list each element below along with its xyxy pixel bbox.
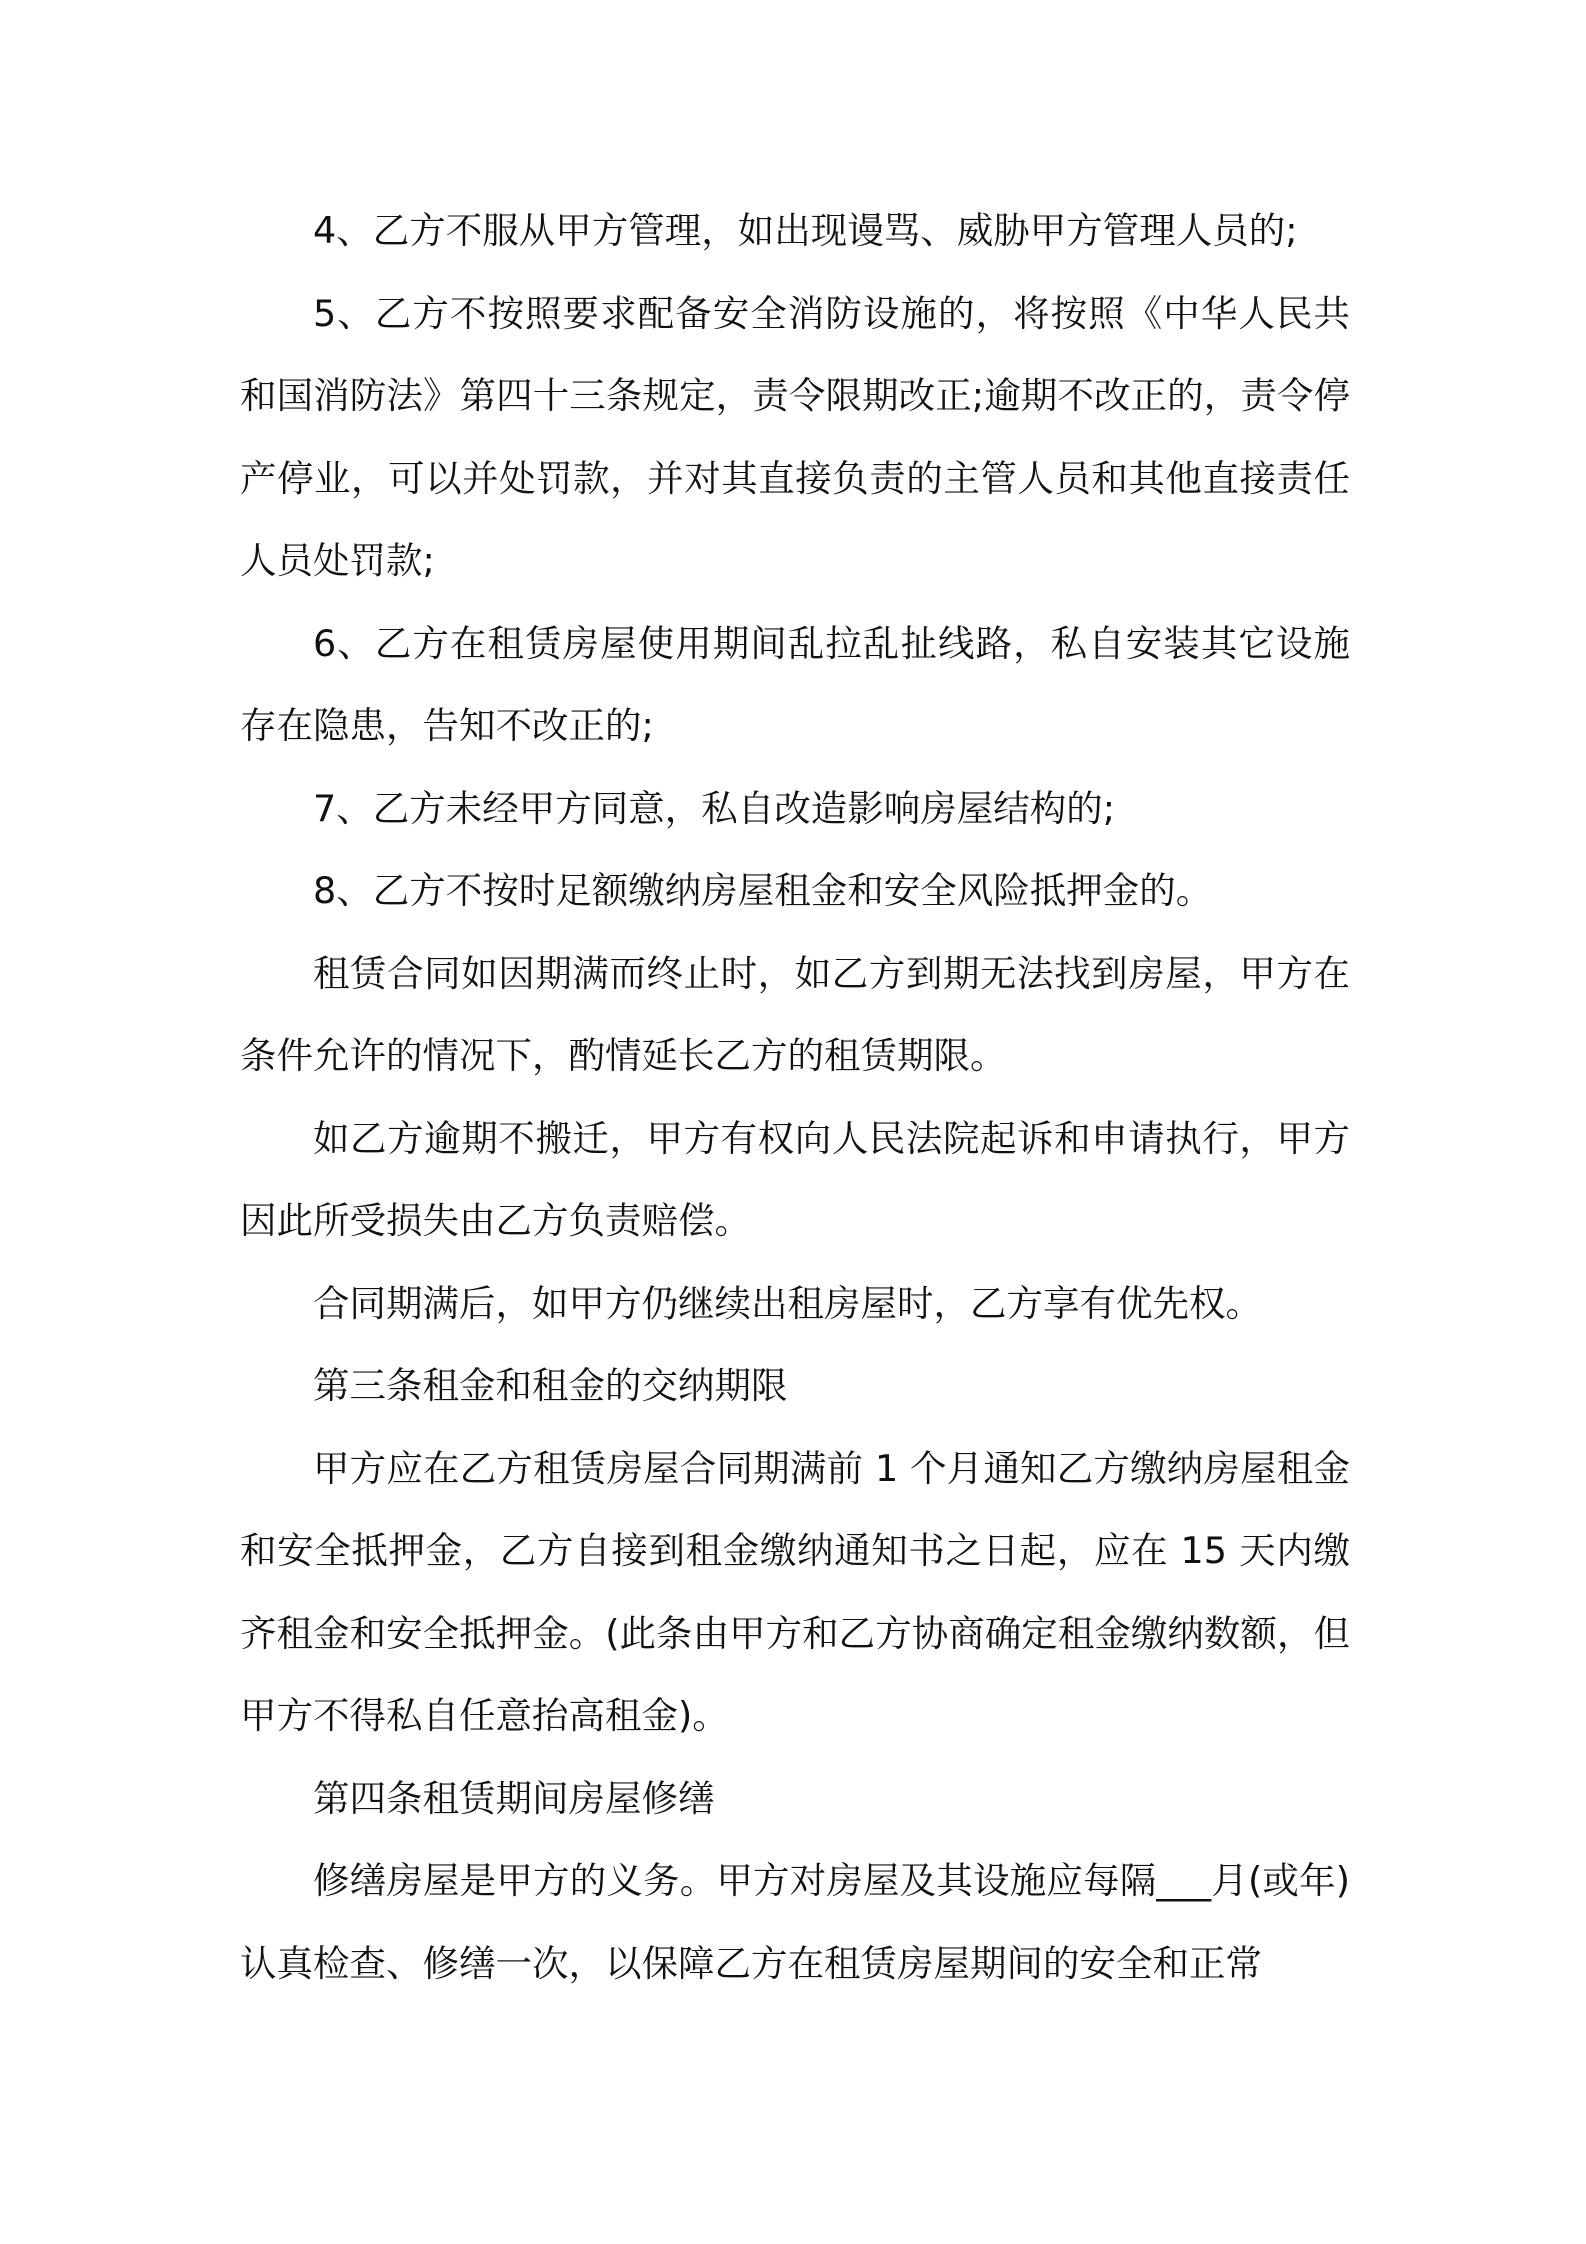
document-body <box>240 190 1350 2005</box>
clause-item-8: 8、乙方不按时足额缴纳房屋租金和安全风险抵押金的。 <box>313 869 1213 912</box>
clause-item-5: 5、乙方不按照要求配备安全消防设施的，将按照《中华人民共和国消防法》第四十三条规定，责令限期改正;逾期不改正的，责令停产停业，可以并处罚款，并对其直接负责的主管人员和其他直接责任人员处罚款; <box>240 291 1350 582</box>
paragraph-overdue-relocation: 如乙方逾期不搬迁，甲方有权向人民法院起诉和申请执行，甲方因此所受损失由乙方负责赔偿。 <box>240 1116 1350 1242</box>
paragraph-repair-duty: 修缮房屋是甲方的义务。甲方对房屋及其设施应每隔___月(或年)认真检查、修缮一次，以保障乙方在租赁房屋期间的安全和正常 <box>240 1859 1350 1985</box>
clause-item-7: 7、乙方未经甲方同意，私自改造影响房屋结构的; <box>313 786 1116 830</box>
section-heading-article-4: 第四条租赁期间房屋修缮 <box>313 1776 715 1820</box>
paragraph-priority-right: 合同期满后，如甲方仍继续出租房屋时，乙方享有优先权。 <box>313 1281 1262 1325</box>
clause-item-6: 6、乙方在租赁房屋使用期间乱拉乱扯线路，私自安装其它设施存在隐患，告知不改正的; <box>240 621 1350 747</box>
section-heading-article-3: 第三条租金和租金的交纳期限 <box>313 1364 788 1407</box>
paragraph-rent-payment: 甲方应在乙方租赁房屋合同期满前 1 个月通知乙方缴纳房屋租金和安全抵押金，乙方自接到租金缴纳通知书之日起，应在 15 天内缴齐租金和安全抵押金。(此条由甲方和乙方协商确定租金缴纳数额，但甲方不得私自任意抬高租金)。 <box>240 1446 1350 1737</box>
paragraph-lease-expiry: 租赁合同如因期满而终止时，如乙方到期无法找到房屋，甲方在条件允许的情况下，酌情延长乙方的租赁期限。 <box>240 951 1350 1077</box>
clause-item-4: 4、乙方不服从甲方管理，如出现谩骂、威胁甲方管理人员的; <box>313 209 1298 252</box>
